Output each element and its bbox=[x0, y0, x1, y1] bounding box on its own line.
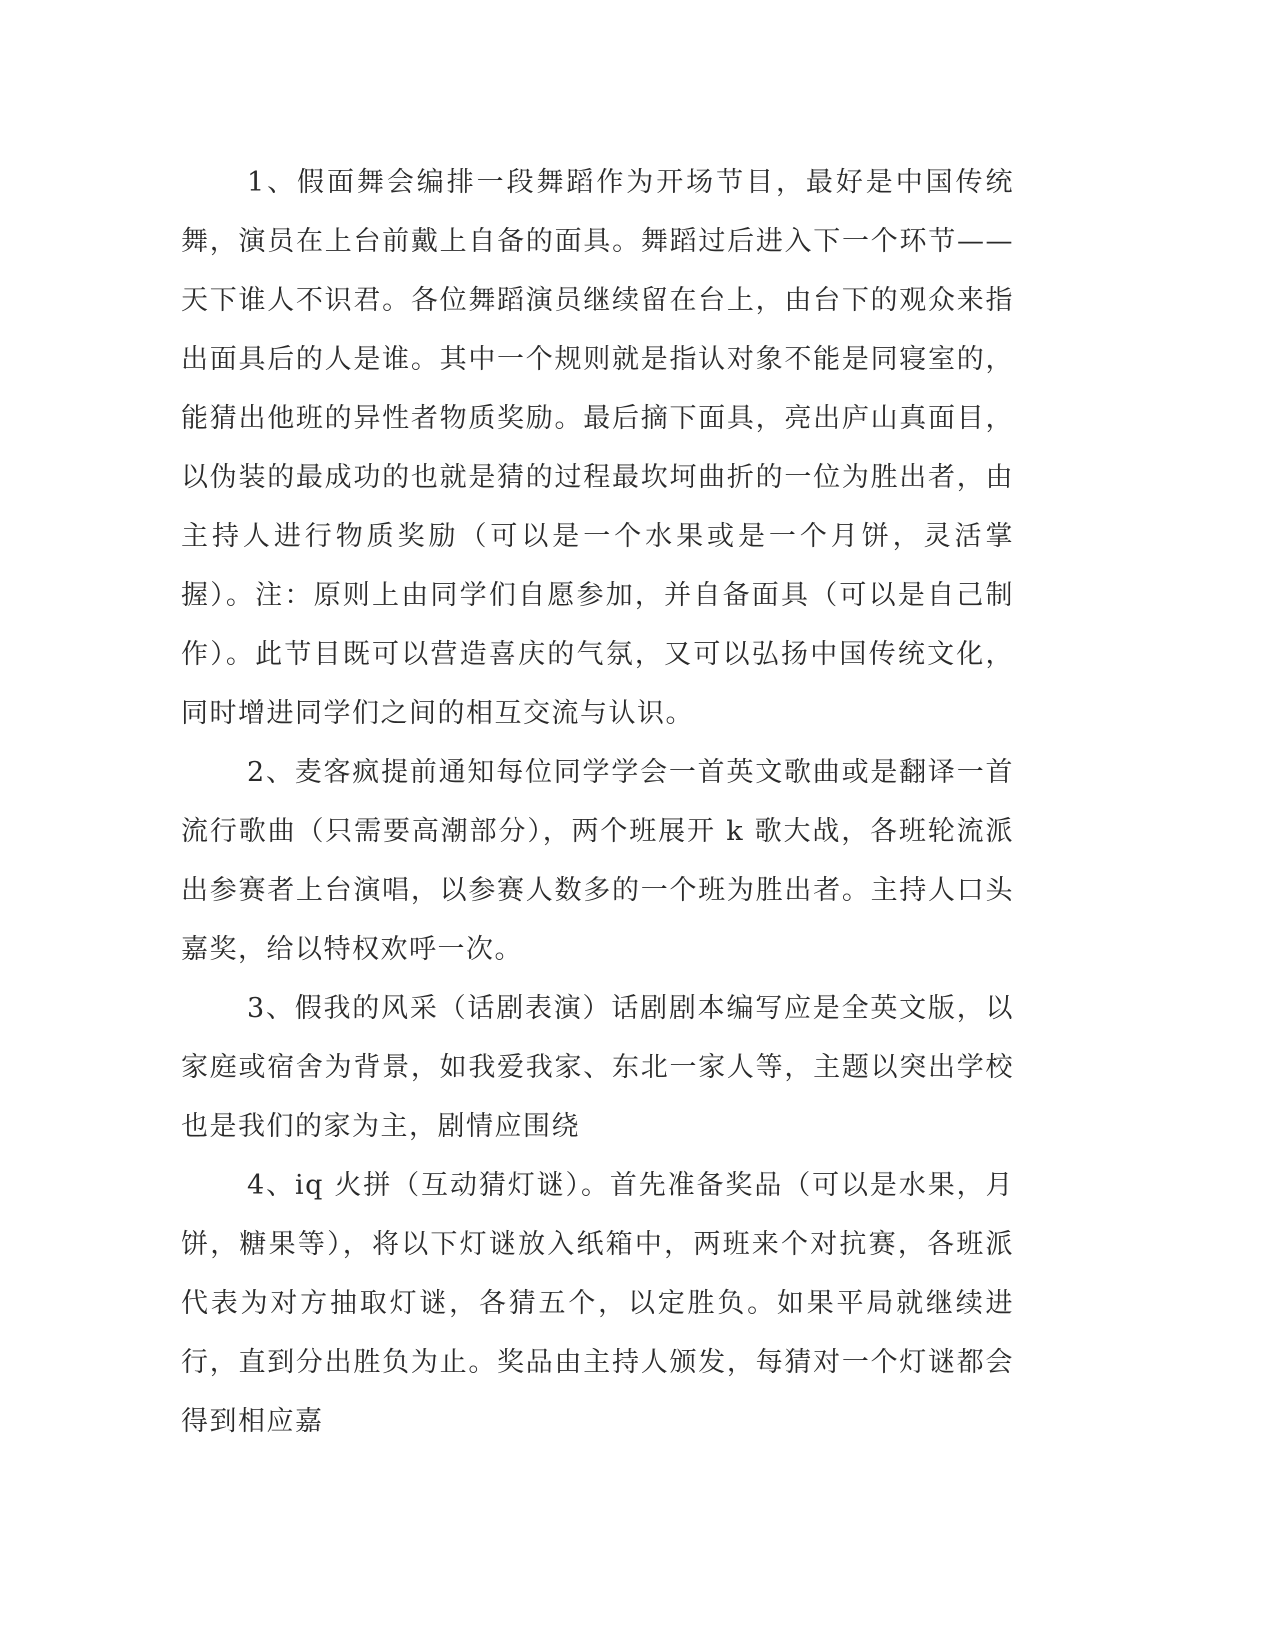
paragraph-karaoke-battle: 2、麦客疯提前通知每位同学学会一首英文歌曲或是翻译一首流行歌曲（只需要高潮部分），两个班展开 k 歌大战，各班轮流派出参赛者上台演唱，以参赛人数多的一个班为胜出者。主持人口头嘉奖，给以特权欢呼一次。 bbox=[181, 757, 1014, 965]
paragraph-drama-performance: 3、假我的风采（话剧表演）话剧剧本编写应是全英文版，以家庭或宿舍为背景，如我爱我家、东北一家人等，主题以突出学校也是我们的家为主，剧情应围绕 bbox=[181, 993, 1014, 1142]
document-body bbox=[181, 153, 1014, 1451]
paragraph-lantern-riddles: 4、iq 火拼（互动猜灯谜）。首先准备奖品（可以是水果，月饼，糖果等），将以下灯谜放入纸箱中，两班来个对抗赛，各班派代表为对方抽取灯谜，各猜五个，以定胜负。如果平局就继续进行，直到分出胜负为止。奖品由主持人颁发，每猜对一个灯谜都会得到相应嘉 bbox=[181, 1170, 1014, 1437]
paragraph-masquerade-ball: 1、假面舞会编排一段舞蹈作为开场节目，最好是中国传统舞，演员在上台前戴上自备的面具。舞蹈过后进入下一个环节——天下谁人不识君。各位舞蹈演员继续留在台上，由台下的观众来指出面具后的人是谁。其中一个规则就是指认对象不能是同寝室的，能猜出他班的异性者物质奖励。最后摘下面具，亮出庐山真面目，以伪装的最成功的也就是猜的过程最坎坷曲折的一位为胜出者，由主持人进行物质奖励（可以是一个水果或是一个月饼，灵活掌握）。注：原则上由同学们自愿参加，并自备面具（可以是自己制作）。此节目既可以营造喜庆的气氛，又可以弘扬中国传统文化，同时增进同学们之间的相互交流与认识。 bbox=[181, 167, 1014, 729]
